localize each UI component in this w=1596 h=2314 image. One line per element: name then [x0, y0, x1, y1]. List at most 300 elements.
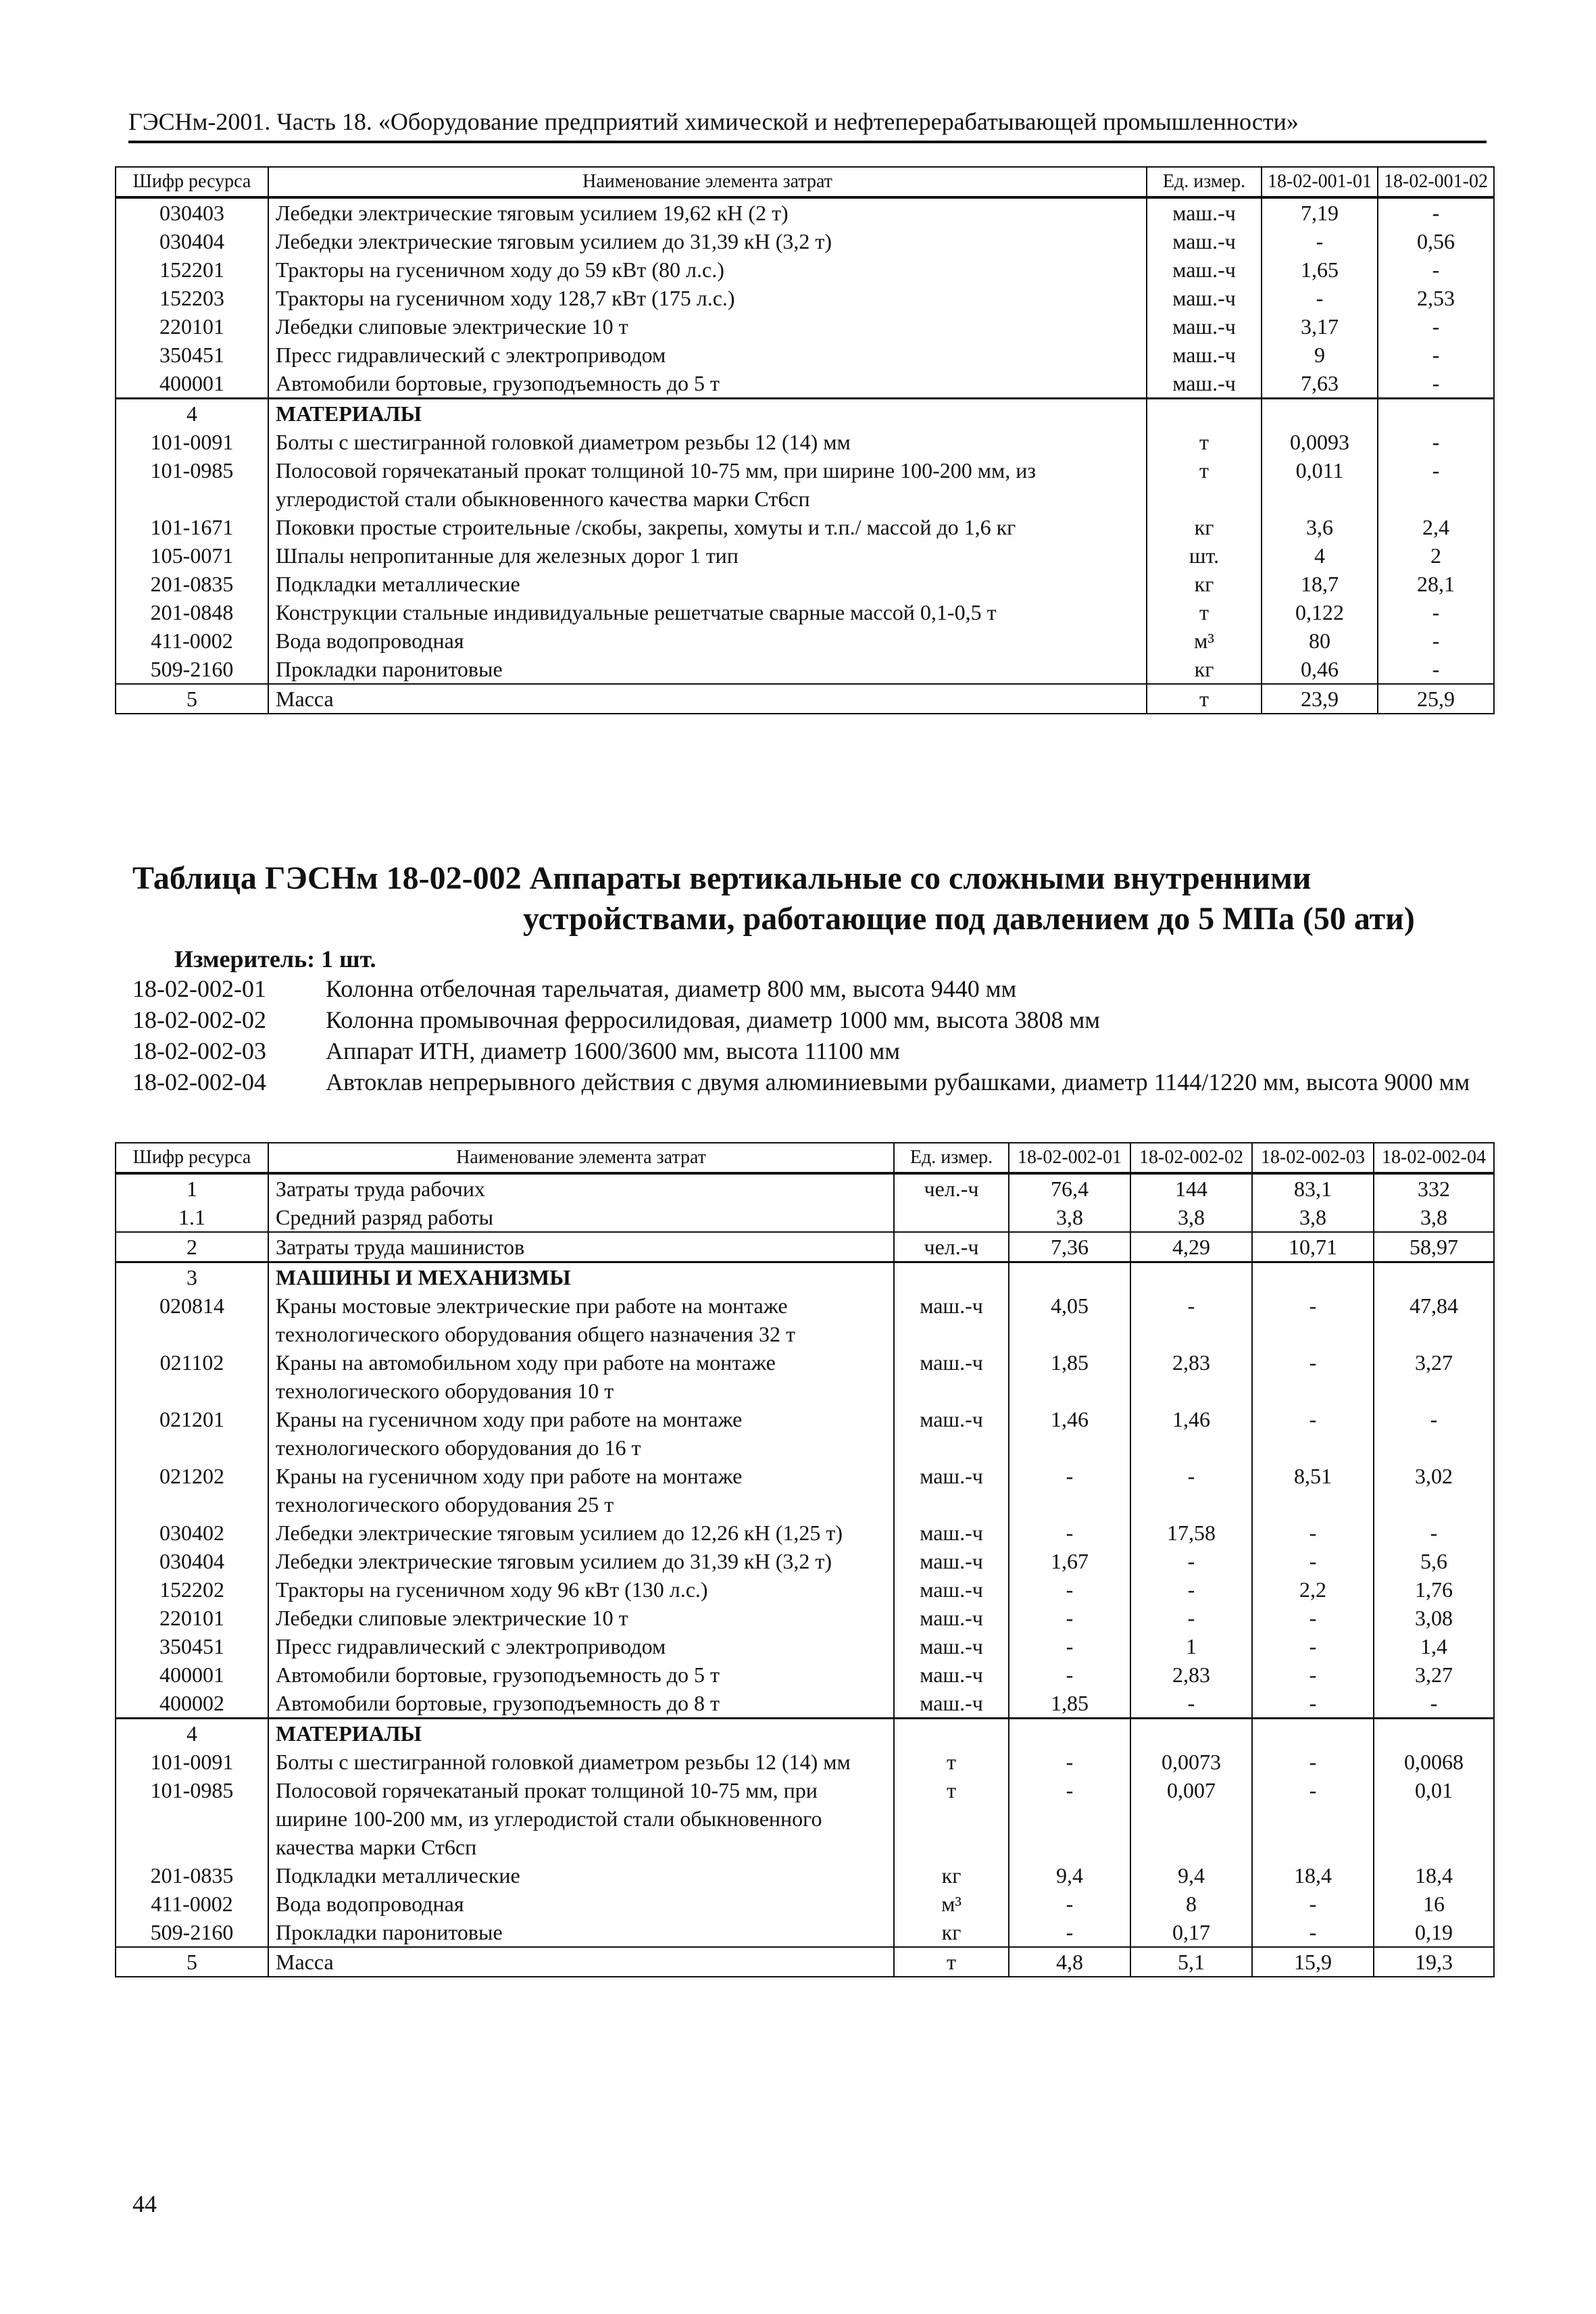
resource-code: 5 — [116, 1947, 268, 1977]
resource-value: 76,4 — [1009, 1173, 1130, 1203]
resource-value: 83,1 — [1252, 1173, 1374, 1203]
page-number: 44 — [132, 2190, 157, 2217]
resource-unit: кг — [894, 1861, 1009, 1890]
section-title — [132, 858, 1484, 939]
resource-value — [1262, 399, 1378, 428]
table-row — [116, 1890, 1494, 1918]
resource-unit: т — [894, 1748, 1009, 1776]
resource-code: 101-1671 — [116, 513, 268, 541]
resource-unit: маш.-ч — [894, 1547, 1009, 1575]
resource-code: 030403 — [116, 197, 268, 227]
resource-code: 220101 — [116, 312, 268, 341]
resource-value: 19,3 — [1374, 1947, 1494, 1977]
resource-name: Лебедки электрические тяговым усилием до 31,39 кН (3,2 т) — [268, 227, 1147, 255]
resource-name: Полосовой горячекатаный прокат толщиной 10-75 мм, при ширине 100-200 мм, из углеродистой стали обыкновенного качества марки Ст6сп — [268, 456, 1147, 513]
resource-name: Лебедки электрические тяговым усилием 19,62 кН (2 т) — [268, 197, 1147, 227]
resource-unit: т — [1147, 456, 1262, 513]
variant-description: Колонна отбелочная тарельчатая, диаметр 800 мм, высота 9440 мм — [326, 975, 1017, 1002]
resource-unit: м³ — [894, 1890, 1009, 1918]
column-header-value: 18-02-002-04 — [1374, 1143, 1494, 1173]
resource-value — [1378, 399, 1494, 428]
resource-code: 509-2160 — [116, 1918, 268, 1947]
variant-item — [132, 1066, 1484, 1098]
section-row — [116, 1262, 1494, 1292]
resource-code: 201-0848 — [116, 598, 268, 626]
resource-unit: кг — [1147, 655, 1262, 684]
resource-value: - — [1378, 626, 1494, 655]
resource-value: - — [1252, 1604, 1374, 1632]
resource-unit: маш.-ч — [894, 1348, 1009, 1405]
table-row — [116, 341, 1494, 369]
section-title: МАТЕРИАЛЫ — [268, 1719, 894, 1748]
resource-unit: маш.-ч — [894, 1291, 1009, 1348]
variant-item — [132, 1035, 1484, 1066]
resource-code: 350451 — [116, 341, 268, 369]
table-row — [116, 513, 1494, 541]
resource-value: 7,36 — [1009, 1232, 1130, 1262]
resource-code: 152203 — [116, 284, 268, 312]
table-row — [116, 598, 1494, 626]
resource-value: 0,46 — [1262, 655, 1378, 684]
resource-value: 144 — [1130, 1173, 1252, 1203]
resource-value: - — [1009, 1519, 1130, 1547]
resource-unit: маш.-ч — [894, 1575, 1009, 1604]
table-row — [116, 1547, 1494, 1575]
resource-name: Затраты труда машинистов — [268, 1232, 894, 1262]
resource-value: 0,007 — [1130, 1776, 1252, 1861]
resource-name: Подкладки металлические — [268, 1861, 894, 1890]
resource-unit: шт. — [1147, 541, 1262, 570]
resource-value: 4,8 — [1009, 1947, 1130, 1977]
resource-code: 101-0091 — [116, 428, 268, 456]
resource-value: 1,46 — [1009, 1405, 1130, 1462]
resource-name: Подкладки металлические — [268, 570, 1147, 598]
resource-code: 105-0071 — [116, 541, 268, 570]
resource-value: 23,9 — [1262, 684, 1378, 714]
column-header-value: 18-02-002-03 — [1252, 1143, 1374, 1173]
resource-unit — [894, 1262, 1009, 1292]
resource-value: - — [1252, 1890, 1374, 1918]
resource-name: Краны на гусеничном ходу при работе на монтаже технологического оборудования 25 т — [268, 1462, 894, 1519]
resource-value: - — [1252, 1291, 1374, 1348]
resource-value: - — [1378, 428, 1494, 456]
resource-code: 400001 — [116, 369, 268, 399]
column-header-name: Наименование элемента затрат — [268, 167, 1147, 197]
resource-value: 1,76 — [1374, 1575, 1494, 1604]
resource-value — [1252, 1262, 1374, 1292]
table-row — [116, 1632, 1494, 1660]
resource-name: Автомобили бортовые, грузоподъемность до 5 т — [268, 369, 1147, 399]
table-row — [116, 255, 1494, 284]
resource-value: - — [1009, 1604, 1130, 1632]
resource-name: Масса — [268, 684, 1147, 714]
table-row — [116, 1861, 1494, 1890]
resource-value: 4 — [1262, 541, 1378, 570]
resource-code: 1.1 — [116, 1203, 268, 1232]
resource-unit: кг — [894, 1918, 1009, 1947]
resource-value — [1009, 1262, 1130, 1292]
resource-value: - — [1252, 1748, 1374, 1776]
resource-value: 4,29 — [1130, 1232, 1252, 1262]
section-title-line: Таблица ГЭСНм 18-02-002 Аппараты вертикальные со сложными внутренними — [132, 860, 1312, 896]
variant-code: 18-02-002-01 — [132, 975, 266, 1002]
table-row — [116, 197, 1494, 227]
resource-value: - — [1252, 1348, 1374, 1405]
resource-code: 021202 — [116, 1462, 268, 1519]
table-row — [116, 655, 1494, 684]
table-row — [116, 1689, 1494, 1719]
resource-code: 411-0002 — [116, 1890, 268, 1918]
resource-code: 400001 — [116, 1660, 268, 1689]
resource-value — [1252, 1719, 1374, 1748]
resource-unit: кг — [1147, 570, 1262, 598]
resource-unit: маш.-ч — [1147, 227, 1262, 255]
resource-unit: маш.-ч — [1147, 284, 1262, 312]
resource-code: 152201 — [116, 255, 268, 284]
resource-unit: маш.-ч — [1147, 255, 1262, 284]
resource-unit: маш.-ч — [894, 1632, 1009, 1660]
resource-value: 16 — [1374, 1890, 1494, 1918]
resource-value: - — [1374, 1519, 1494, 1547]
resource-value: 3,08 — [1374, 1604, 1494, 1632]
column-header-code: Шифр ресурса — [116, 1143, 268, 1173]
variant-description: Аппарат ИТН, диаметр 1600/3600 мм, высота 11100 мм — [326, 1037, 901, 1064]
resource-value: 1,46 — [1130, 1405, 1252, 1462]
resource-value: - — [1009, 1632, 1130, 1660]
resource-value: 3,8 — [1374, 1203, 1494, 1232]
resource-name: Поковки простые строительные /скобы, закрепы, хомуты и т.п./ массой до 1,6 кг — [268, 513, 1147, 541]
resource-unit — [1147, 399, 1262, 428]
resource-name: Средний разряд работы — [268, 1203, 894, 1232]
resource-unit: т — [1147, 684, 1262, 714]
resource-value: - — [1009, 1462, 1130, 1519]
resource-value: - — [1378, 341, 1494, 369]
resource-value: 8 — [1130, 1890, 1252, 1918]
table-row — [116, 570, 1494, 598]
resource-value: - — [1374, 1689, 1494, 1719]
resource-code: 411-0002 — [116, 626, 268, 655]
resource-value: - — [1252, 1689, 1374, 1719]
table-row — [116, 284, 1494, 312]
resource-code: 350451 — [116, 1632, 268, 1660]
table-header-row — [116, 167, 1494, 197]
resource-value: - — [1378, 369, 1494, 399]
resource-unit: чел.-ч — [894, 1173, 1009, 1203]
resource-value: - — [1252, 1776, 1374, 1861]
resource-name: Лебедки слиповые электрические 10 т — [268, 312, 1147, 341]
resource-value: 3,8 — [1252, 1203, 1374, 1232]
resource-value: 0,122 — [1262, 598, 1378, 626]
resource-value: 5,1 — [1130, 1947, 1252, 1977]
resource-unit — [894, 1719, 1009, 1748]
table-row — [116, 1918, 1494, 1947]
resource-name: Прокладки паронитовые — [268, 655, 1147, 684]
resource-value: 4,05 — [1009, 1291, 1130, 1348]
table-row — [116, 1203, 1494, 1232]
resource-value: - — [1252, 1519, 1374, 1547]
resource-value: 28,1 — [1378, 570, 1494, 598]
resource-value: - — [1378, 598, 1494, 626]
resource-unit: маш.-ч — [894, 1660, 1009, 1689]
resource-value: - — [1009, 1776, 1130, 1861]
resource-value: 25,9 — [1378, 684, 1494, 714]
table-row — [116, 1291, 1494, 1348]
resource-code: 220101 — [116, 1604, 268, 1632]
resource-unit: маш.-ч — [894, 1519, 1009, 1547]
resource-code: 5 — [116, 684, 268, 714]
column-header-value: 18-02-002-02 — [1130, 1143, 1252, 1173]
table-row — [116, 541, 1494, 570]
column-header-name: Наименование элемента затрат — [268, 1143, 894, 1173]
resource-value: - — [1009, 1918, 1130, 1947]
resource-value: - — [1009, 1748, 1130, 1776]
resource-value: - — [1130, 1575, 1252, 1604]
variant-item — [132, 1004, 1484, 1035]
resource-code: 101-0985 — [116, 456, 268, 513]
resource-value: 2,53 — [1378, 284, 1494, 312]
resource-value: 0,19 — [1374, 1918, 1494, 1947]
resource-name: Тракторы на гусеничном ходу до 59 кВт (80 л.с.) — [268, 255, 1147, 284]
resource-name: Вода водопроводная — [268, 1890, 894, 1918]
table-row — [116, 227, 1494, 255]
column-header-unit: Ед. измер. — [894, 1143, 1009, 1173]
resource-value: 47,84 — [1374, 1291, 1494, 1348]
resource-value: 58,97 — [1374, 1232, 1494, 1262]
resource-value: 2,4 — [1378, 513, 1494, 541]
table-row — [116, 1348, 1494, 1405]
resource-unit — [894, 1203, 1009, 1232]
resource-unit: т — [894, 1947, 1009, 1977]
resource-value: 7,63 — [1262, 369, 1378, 399]
variant-item — [132, 973, 1484, 1004]
column-header-value: 18-02-002-01 — [1009, 1143, 1130, 1173]
table-row — [116, 1660, 1494, 1689]
column-header-unit: Ед. измер. — [1147, 167, 1262, 197]
resource-value: - — [1378, 456, 1494, 513]
resource-code: 400002 — [116, 1689, 268, 1719]
resource-name: Затраты труда рабочих — [268, 1173, 894, 1203]
resource-table-18-02-001 — [115, 166, 1495, 714]
resource-value: 1,4 — [1374, 1632, 1494, 1660]
resource-name: Прокладки паронитовые — [268, 1918, 894, 1947]
table-row — [116, 1748, 1494, 1776]
variant-description: Колонна промывочная ферросилидовая, диаметр 1000 мм, высота 3808 мм — [326, 1006, 1101, 1033]
resource-unit: т — [1147, 428, 1262, 456]
resource-value: - — [1378, 197, 1494, 227]
column-header-code: Шифр ресурса — [116, 167, 268, 197]
resource-name: Лебедки слиповые электрические 10 т — [268, 1604, 894, 1632]
table-row — [116, 1232, 1494, 1262]
resource-value: - — [1130, 1547, 1252, 1575]
resource-table-18-02-002 — [115, 1142, 1495, 1977]
resource-value: - — [1009, 1890, 1130, 1918]
resource-unit: маш.-ч — [894, 1462, 1009, 1519]
resource-code: 1 — [116, 1173, 268, 1203]
column-header-value: 18-02-001-02 — [1378, 167, 1494, 197]
resource-value: 3,17 — [1262, 312, 1378, 341]
resource-code: 030402 — [116, 1519, 268, 1547]
column-header-value: 18-02-001-01 — [1262, 167, 1378, 197]
resource-value: - — [1130, 1291, 1252, 1348]
resource-name: Пресс гидравлический с электроприводом — [268, 1632, 894, 1660]
resource-value — [1130, 1262, 1252, 1292]
variant-code: 18-02-002-03 — [132, 1037, 266, 1064]
resource-value: - — [1374, 1405, 1494, 1462]
resource-value: 0,011 — [1262, 456, 1378, 513]
resource-value: 7,19 — [1262, 197, 1378, 227]
resource-code: 152202 — [116, 1575, 268, 1604]
resource-code: 030404 — [116, 227, 268, 255]
resource-unit: м³ — [1147, 626, 1262, 655]
resource-code: 201-0835 — [116, 570, 268, 598]
resource-unit: чел.-ч — [894, 1232, 1009, 1262]
table-row — [116, 369, 1494, 399]
resource-value: 9 — [1262, 341, 1378, 369]
resource-name: Краны мостовые электрические при работе на монтаже технологического оборудования общего назначения 32 т — [268, 1291, 894, 1348]
resource-value: 18,7 — [1262, 570, 1378, 598]
table-row — [116, 456, 1494, 513]
resource-name: Болты с шестигранной головкой диаметром резьбы 12 (14) мм — [268, 428, 1147, 456]
resource-value: 2 — [1378, 541, 1494, 570]
resource-name: Тракторы на гусеничном ходу 128,7 кВт (175 л.с.) — [268, 284, 1147, 312]
resource-value: 10,71 — [1252, 1232, 1374, 1262]
table-row — [116, 1519, 1494, 1547]
resource-value: - — [1252, 1660, 1374, 1689]
resource-value: 1,85 — [1009, 1689, 1130, 1719]
variant-code: 18-02-002-04 — [132, 1068, 266, 1096]
resource-name: Автомобили бортовые, грузоподъемность до 5 т — [268, 1660, 894, 1689]
resource-value: 3,02 — [1374, 1462, 1494, 1519]
resource-value: 332 — [1374, 1173, 1494, 1203]
resource-value: 2,83 — [1130, 1348, 1252, 1405]
resource-value: 3,8 — [1009, 1203, 1130, 1232]
resource-value: 5,6 — [1374, 1547, 1494, 1575]
resource-unit: маш.-ч — [894, 1405, 1009, 1462]
resource-value: 17,58 — [1130, 1519, 1252, 1547]
resource-value: - — [1009, 1575, 1130, 1604]
total-row — [116, 684, 1494, 714]
resource-value: 3,8 — [1130, 1203, 1252, 1232]
resource-unit: кг — [1147, 513, 1262, 541]
table-row — [116, 626, 1494, 655]
resource-name: Краны на автомобильном ходу при работе на монтаже технологического оборудования 10 т — [268, 1348, 894, 1405]
resource-code: 201-0835 — [116, 1861, 268, 1890]
resource-value: - — [1252, 1918, 1374, 1947]
resource-value: - — [1252, 1632, 1374, 1660]
resource-name: Полосовой горячекатаный прокат толщиной 10-75 мм, при ширине 100-200 мм, из углеродистой стали обыкновенного качества марки Ст6сп — [268, 1776, 894, 1861]
resource-value: - — [1009, 1660, 1130, 1689]
section-title: МАШИНЫ И МЕХАНИЗМЫ — [268, 1262, 894, 1292]
resource-value: 2,2 — [1252, 1575, 1374, 1604]
table-row — [116, 1405, 1494, 1462]
resource-value: 0,0068 — [1374, 1748, 1494, 1776]
resource-value: 80 — [1262, 626, 1378, 655]
resource-value: - — [1130, 1604, 1252, 1632]
resource-code: 509-2160 — [116, 655, 268, 684]
resource-value — [1374, 1262, 1494, 1292]
resource-value: 9,4 — [1009, 1861, 1130, 1890]
resource-unit: маш.-ч — [1147, 197, 1262, 227]
resource-unit: маш.-ч — [1147, 341, 1262, 369]
meter-label: Измеритель: 1 шт. — [174, 945, 376, 973]
resource-value: - — [1130, 1462, 1252, 1519]
resource-value: 2,83 — [1130, 1660, 1252, 1689]
resource-name: Вода водопроводная — [268, 626, 1147, 655]
resource-value: 0,0093 — [1262, 428, 1378, 456]
resource-value: - — [1252, 1405, 1374, 1462]
resource-value: 3,27 — [1374, 1348, 1494, 1405]
resource-code: 030404 — [116, 1547, 268, 1575]
table-row — [116, 1575, 1494, 1604]
resource-name: Тракторы на гусеничном ходу 96 кВт (130 л.с.) — [268, 1575, 894, 1604]
table-row — [116, 1173, 1494, 1203]
resource-value: - — [1262, 227, 1378, 255]
resource-value: - — [1252, 1547, 1374, 1575]
table-row — [116, 1776, 1494, 1861]
section-title-line: устройствами, работающие под давлением до 5 МПа (50 ати) — [523, 901, 1415, 937]
resource-code: 101-0985 — [116, 1776, 268, 1861]
resource-name: Автомобили бортовые, грузоподъемность до 8 т — [268, 1689, 894, 1719]
resource-value: 1,85 — [1009, 1348, 1130, 1405]
section-title: МАТЕРИАЛЫ — [268, 399, 1147, 428]
resource-name: Масса — [268, 1947, 894, 1977]
table-row — [116, 312, 1494, 341]
resource-code: 101-0091 — [116, 1748, 268, 1776]
table-row — [116, 428, 1494, 456]
resource-unit: маш.-ч — [1147, 369, 1262, 399]
resource-value: 0,0073 — [1130, 1748, 1252, 1776]
resource-value: 18,4 — [1374, 1861, 1494, 1890]
section-code: 4 — [116, 1719, 268, 1748]
resource-value: 1,65 — [1262, 255, 1378, 284]
resource-name: Болты с шестигранной головкой диаметром резьбы 12 (14) мм — [268, 1748, 894, 1776]
resource-code: 2 — [116, 1232, 268, 1262]
resource-code: 020814 — [116, 1291, 268, 1348]
resource-unit: т — [1147, 598, 1262, 626]
resource-value: 3,27 — [1374, 1660, 1494, 1689]
table-row — [116, 1462, 1494, 1519]
resource-name: Конструкции стальные индивидуальные решетчатые сварные массой 0,1-0,5 т — [268, 598, 1147, 626]
resource-value: 18,4 — [1252, 1861, 1374, 1890]
section-code: 3 — [116, 1262, 268, 1292]
resource-value — [1009, 1719, 1130, 1748]
resource-unit: маш.-ч — [894, 1689, 1009, 1719]
resource-value — [1374, 1719, 1494, 1748]
resource-name: Краны на гусеничном ходу при работе на монтаже технологического оборудования до 16 т — [268, 1405, 894, 1462]
resource-name: Пресс гидравлический с электроприводом — [268, 341, 1147, 369]
section-row — [116, 1719, 1494, 1748]
resource-name: Лебедки электрические тяговым усилием до 12,26 кН (1,25 т) — [268, 1519, 894, 1547]
resource-value: - — [1378, 312, 1494, 341]
section-row — [116, 399, 1494, 428]
resource-name: Шпалы непропитанные для железных дорог 1 тип — [268, 541, 1147, 570]
resource-value — [1130, 1719, 1252, 1748]
total-row — [116, 1947, 1494, 1977]
resource-value: 9,4 — [1130, 1861, 1252, 1890]
resource-value: - — [1262, 284, 1378, 312]
resource-value: 8,51 — [1252, 1462, 1374, 1519]
resource-value: 15,9 — [1252, 1947, 1374, 1977]
resource-value: 0,56 — [1378, 227, 1494, 255]
page-header: ГЭСНм-2001. Часть 18. «Оборудование предприятий химической и нефтеперерабатывающей промышленности» — [128, 105, 1487, 143]
resource-unit: т — [894, 1776, 1009, 1861]
table-header-row — [116, 1143, 1494, 1173]
resource-value: 3,6 — [1262, 513, 1378, 541]
resource-value: 0,17 — [1130, 1918, 1252, 1947]
variant-code: 18-02-002-02 — [132, 1006, 266, 1033]
resource-unit: маш.-ч — [894, 1604, 1009, 1632]
resource-value: - — [1378, 655, 1494, 684]
